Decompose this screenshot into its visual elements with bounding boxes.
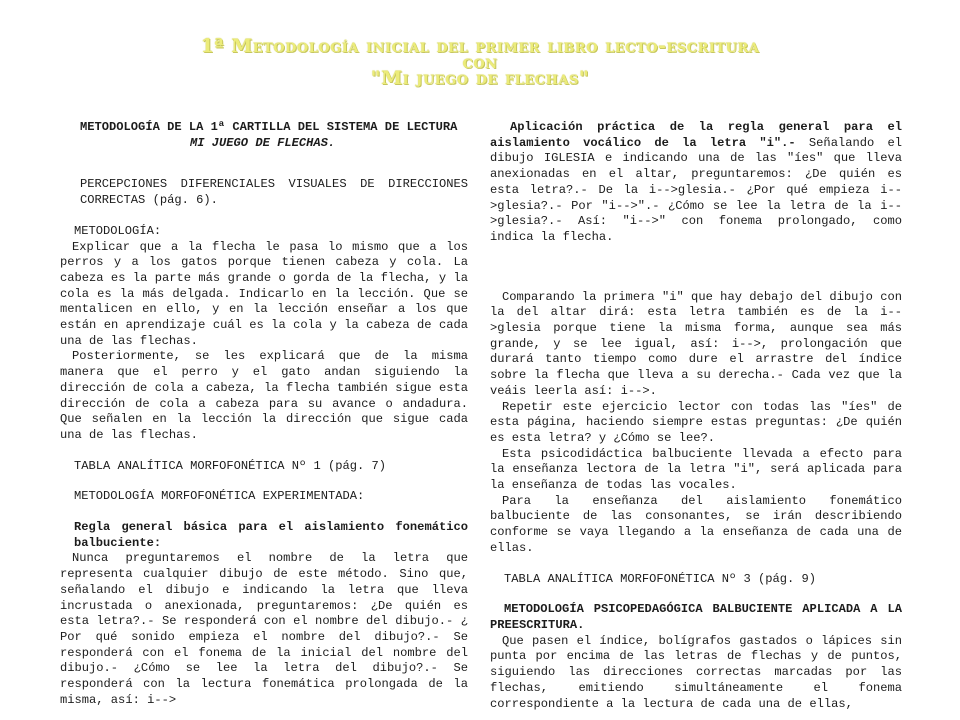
consonants-paragraph: Para la enseñanza del aislamiento fonemático balbuciente de las consonantes, se irán describiendo conforme se vaya llegando a la enseñanza de cada una de ellas. [490,493,910,555]
left-column [60,120,476,709]
prewriting-paragraph: Que pasen el índice, bolígrafos gastados o lápices sin punta por encima de las letras de flechas y de puntos, siguiendo las direcciones correctas marcadas por las flechas, emitiendo simultáneamente el fonema correspondiente a la lectura de cada una de ellas, [490,633,910,711]
psychodidactic-paragraph: Esta psicodidáctica balbuciente llevada a efecto para la enseñanza lectora de la letra "i", será aplicada para la enseñanza de todas las vocales. [490,446,910,493]
header-line-1: 1ª Metodología inicial del primer libro lecto-escritura [200,35,760,57]
methodology-heading: METODOLOGÍA: [74,223,162,238]
table-3-heading: TABLA ANALÍTICA MORFOFONÉTICA Nº 3 (pág. 9) [504,571,817,586]
methodology-paragraph-2: Posteriormente, se les explicará que de la misma manera que el perro y el gato andan siguiendo la dirección de cola a cabeza, la flecha también sigue esta dirección de cola a cabeza para su avance o andadura. Que señalen en la lección la dirección que sigue cada una de las flechas. [60,349,476,442]
comparison-paragraph: Comparando la primera "i" que hay debajo del dibujo con la del altar dirá: esta letra también es de la i-->glesia porque tiene la misma forma, aunque sea más grande, y se lee igual, así: i-->, prolongación que durará tanto tiempo como dure el arrastre del índice sobre la flecha que lleva a su derecha.- Cada vez que la veáis leerla así: i-->. [490,289,910,398]
methodology-paragraph-1: Explicar que a la flecha le pasa lo mismo que a los perros y a los gatos porque tienen cabeza y cola. La cabeza es la parte más grande o gorda de la flecha, y la cola es la más delgada. Indicarlo en la lección. Que se mentalicen en ello, y en la lección enseñar a los que están en aprendizaje cuál es la cola y la cabeza de cada una de las flechas. [60,239,476,348]
header-line-3: "Mi juego de flechas" [370,67,590,89]
general-rule-heading: Regla general básica para el aislamiento fonemático balbuciente: [74,520,476,550]
practical-application-body: Señalando el dibujo IGLESIA e indicando una de las "íes" que lleva anexionadas en el altar, preguntaremos: ¿De quién es esta letra?.- De la i-->glesia.- ¿Por qué empieza i-->glesia?.- Por "i-->".- ¿Cómo se lee la letra de la i-->glesia?.- Así: "i-->" con fonema prolongado, como indica la flecha. [490,135,910,244]
perception-heading: PERCEPCIONES DIFERENCIALES VISUALES DE DIRECCIONES CORRECTAS (pág. 6). [80,177,476,208]
practical-application-heading: Aplicación práctica de la regla general para el aislamiento vocálico de la letra "i".- [490,120,910,150]
table-1-heading: TABLA ANALÍTICA MORFOFONÉTICA Nº 1 (pág. 7) [74,458,387,473]
slide-header [150,35,810,89]
scanned-page [60,120,910,715]
experimented-methodology-heading: METODOLOGÍA MORFOFONÉTICA EXPERIMENTADA: [74,489,365,504]
doc-title-line-2: MI JUEGO DE FLECHAS. [190,135,336,150]
prewriting-methodology-heading: METODOLOGÍA PSICOPEDAGÓGICA BALBUCIENTE APLICADA A LA PREESCRITURA. [490,602,910,632]
repeat-paragraph: Repetir este ejercicio lector con todas las "íes" de esta página, haciendo siempre estas preguntas: ¿De quién es esta letra? y ¿Cómo se lee?. [490,399,910,445]
doc-title-line-1: METODOLOGÍA DE LA 1ª CARTILLA DEL SISTEMA DE LECTURA [80,120,458,134]
right-column [490,120,910,712]
general-rule-paragraph: Nunca preguntaremos el nombre de la letra que representa cualquier dibujo de este método. Sino que, señalando el dibujo e indicando la letra que lleva incrustada o anexionada, preguntaremos: ¿De quién es esta letra?.- Se responderá con el nombre del dibujo.- ¿ Por qué sonido empieza el nombre del dibujo?.- Se responderá con el fonema de la inicial del nombre del dibujo.- ¿Cómo se lee la letra del dibujo?.- Se responderá con la lectura fonemática prolongada de la misma, así: i--> [60,551,476,707]
header-line-2: con [462,51,498,73]
practical-application-paragraph [490,120,910,246]
